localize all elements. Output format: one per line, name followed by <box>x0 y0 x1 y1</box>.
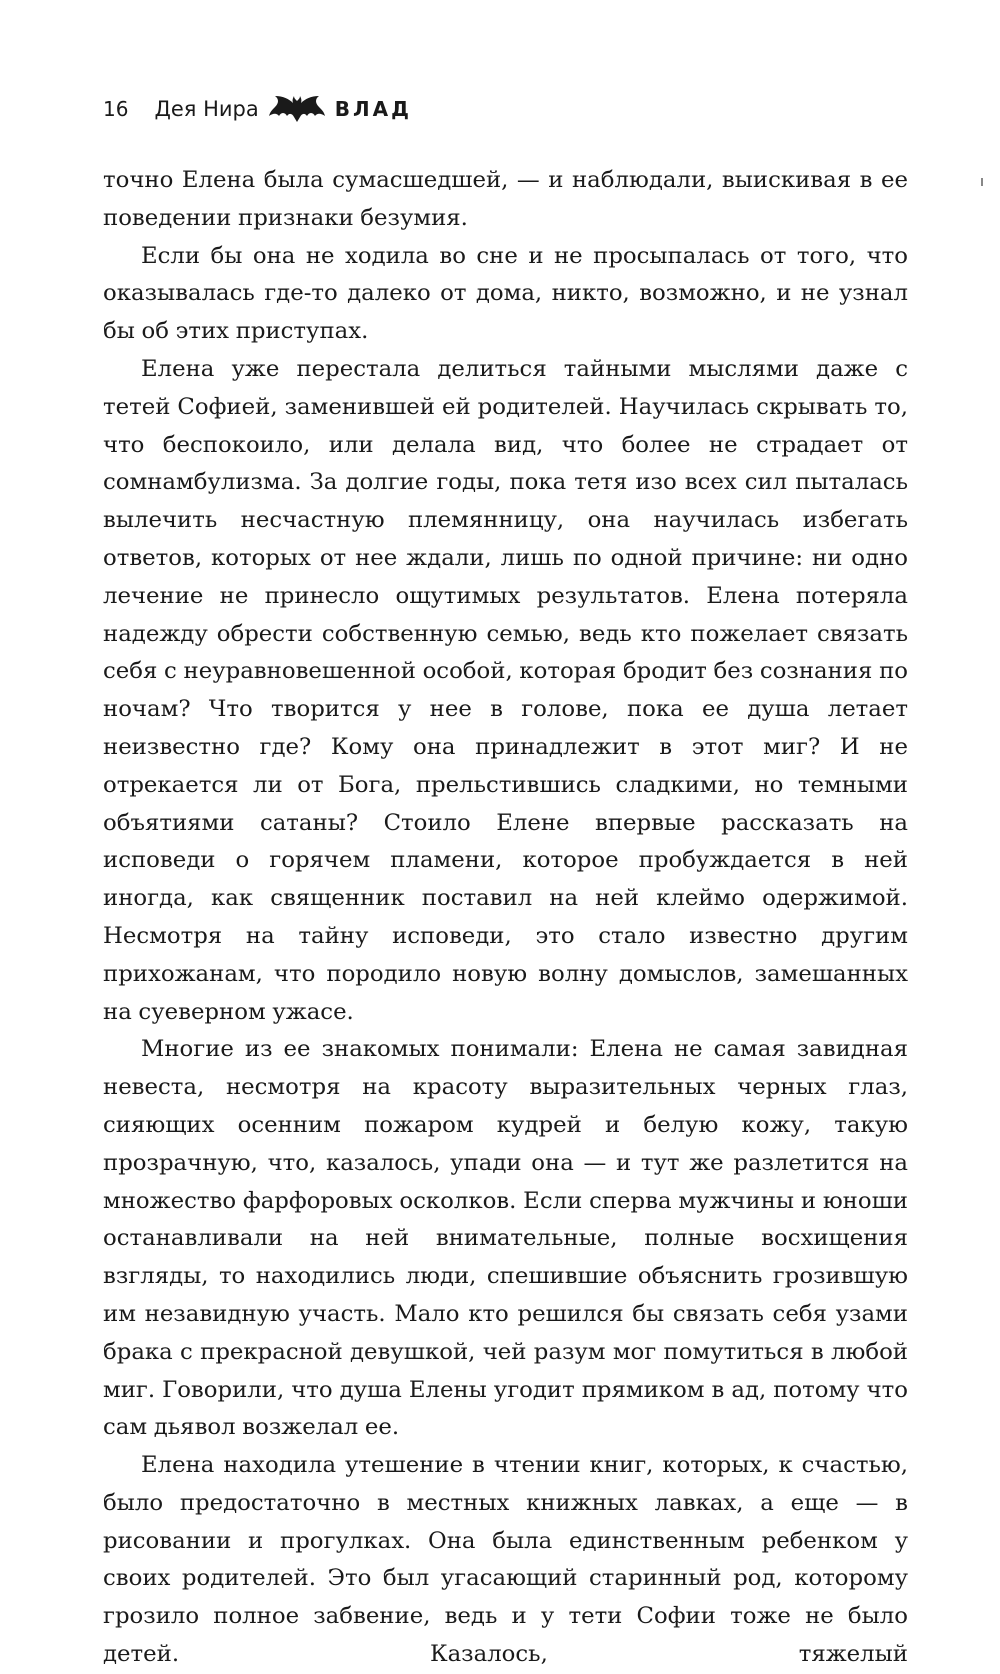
page-number: 16 <box>103 97 129 121</box>
paragraph: Если бы она не ходила во сне и не просыпалась от того, что оказывалась где-то далеко от дома, никто, возможно, и не узнал бы об этих приступах. <box>103 242 908 345</box>
bat-icon <box>269 95 325 123</box>
paragraph: Елена уже перестала делиться тайными мыслями даже с тетей Софией, заменившей ей родителей. Научилась скрывать то, что беспокоило, или делала вид, что более не страдает от сомнамбулизма. За долгие годы, пока тетя изо всех сил пыталась вылечить несчастную племянницу, она научилась избегать ответов, которых от нее ждали, лишь по одной причине: ни одно лечение не принесло ощутимых результатов. Елена потеряла надежду обрести собственную семью, ведь кто пожелает связать себя с неуравновешенной особой, которая бродит без сознания по ночам? Что творится у нее в голове, пока ее душа летает неизвестно где? Кому она принадлежит в этот миг? И не отрекается ли от Бога, прельстившись сладкими, но темными объятиями сатаны? Стоило Елене впервые рассказать на исповеди о горячем пламени, которое пробуждается в ней иногда, как священник поставил на ней клеймо одержимой. Несмотря на тайну исповеди, это стало известно другим прихожанам, что породило новую волну домыслов, замешанных на суеверном ужасе. <box>103 355 908 1025</box>
paragraph: точно Елена была сумасшедшей, — и наблюдали, выискивая в ее поведении признаки безумия. <box>103 167 908 231</box>
paragraph: Многие из ее знакомых понимали: Елена не самая завидная невеста, несмотря на красоту выразительных черных глаз, сияющих осенним пожаром кудрей и белую кожу, такую прозрачную, что, казалось, упади она — и тут же разлетится на множество фарфоровых осколков. Если сперва мужчины и юноши останавливали на ней внимательные, полные восхищения взгляды, то находились люди, спешившие объяснить грозившую им незавидную участь. Мало кто решился бы связать себя узами брака с прекрасной девушкой, чей разум мог помутиться в любой миг. Говорили, что душа Елены угодит прямиком в ад, потому что сам дьявол возжелал ее. <box>103 1036 908 1441</box>
scan-mark <box>981 178 983 186</box>
book-title: ВЛАД <box>334 97 412 121</box>
author-name: Дея Нира <box>154 97 259 121</box>
running-header <box>103 94 412 124</box>
paragraph: Елена находила утешение в чтении книг, которых, к счастью, было предостаточно в местных книжных лавках, а еще — в рисовании и прогулках. Она была единственным ребенком у своих родителей. Это был угасающий старинный род, которому грозило полное забвение, ведь и у тети Софии тоже не было детей. Казалось, тяжелый <box>103 1452 908 1668</box>
book-page <box>103 0 908 1668</box>
body-text <box>103 162 908 1674</box>
